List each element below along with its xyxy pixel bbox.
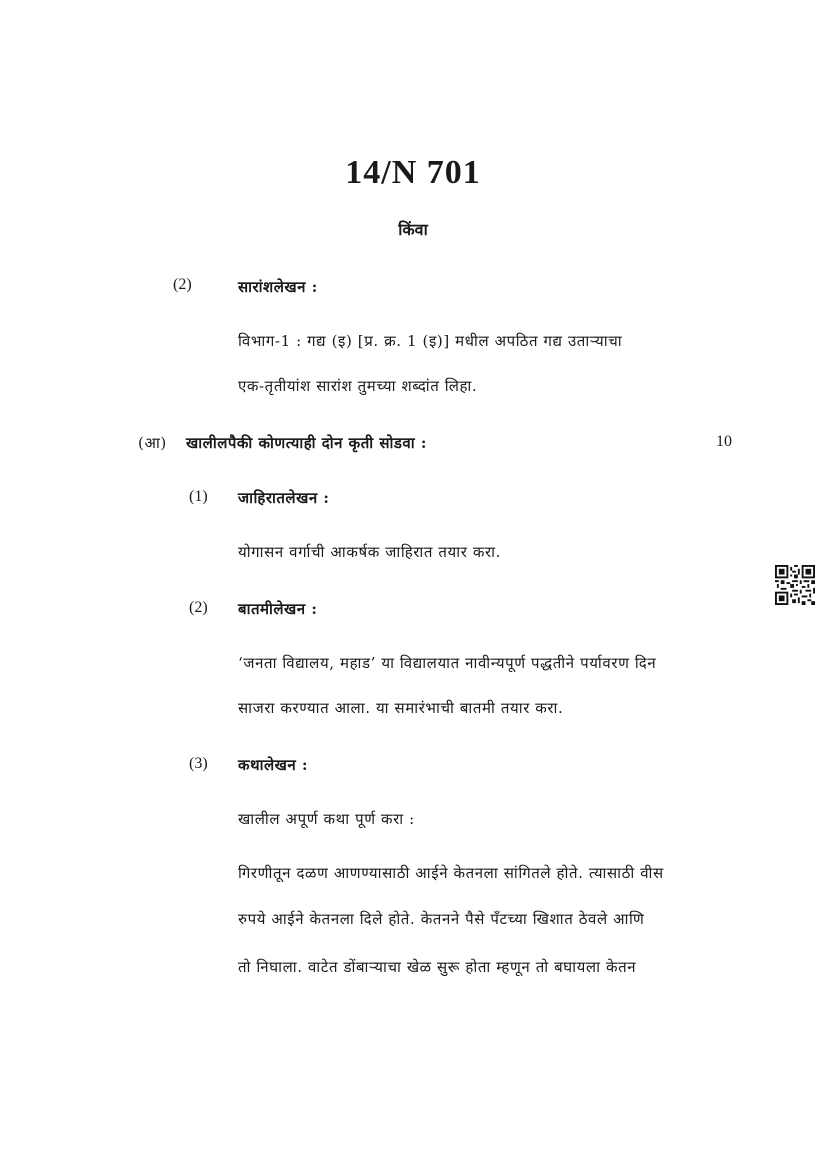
- or-label: किंवा: [398, 220, 428, 239]
- body-line: रुपये आईने केतनला दिले होते. केतनने पैसे पँटच्या खिशात ठेवले आणि: [238, 910, 645, 928]
- item-title: जाहिरातलेखन :: [238, 489, 330, 507]
- item-number: (2): [189, 599, 208, 616]
- marks: 10: [716, 433, 732, 450]
- body-line: साजरा करण्यात आला. या समारंभाची बातमी तयार करा.: [238, 699, 564, 717]
- body-line: गिरणीतून दळण आणण्यासाठी आईने केतनला सांगितले होते. त्यासाठी वीस: [238, 864, 664, 882]
- section-title: सारांशलेखन :: [238, 278, 318, 296]
- section-number: (आ): [138, 434, 167, 452]
- item-number: (1): [189, 488, 208, 505]
- paper-code: 14/N 701: [345, 154, 481, 191]
- body-line: ‘जनता विद्यालय, महाड’ या विद्यालयात नावीन्यपूर्ण पद्धतीने पर्यावरण दिन: [238, 654, 657, 672]
- body-line: योगासन वर्गाची आकर्षक जाहिरात तयार करा.: [238, 543, 501, 561]
- instruction: खालील अपूर्ण कथा पूर्ण करा :: [238, 810, 415, 828]
- item-number: (3): [189, 755, 208, 772]
- body-line: एक-तृतीयांश सारांश तुमच्या शब्दांत लिहा.: [238, 377, 478, 395]
- section-number: (2): [173, 276, 192, 293]
- item-title: बातमीलेखन :: [238, 600, 318, 618]
- section-title: खालीलपैकी कोणत्याही दोन कृती सोडवा :: [186, 434, 427, 452]
- qr-code-icon: [774, 565, 816, 605]
- body-line: विभाग-1 : गद्य (इ) [प्र. क्र. 1 (इ)] मधील अपठित गद्य उताऱ्याचा: [238, 332, 623, 350]
- body-line: तो निघाला. वाटेत डोंबाऱ्याचा खेळ सुरू होता म्हणून तो बघायला केतन: [238, 958, 637, 976]
- item-title: कथालेखन :: [238, 756, 309, 774]
